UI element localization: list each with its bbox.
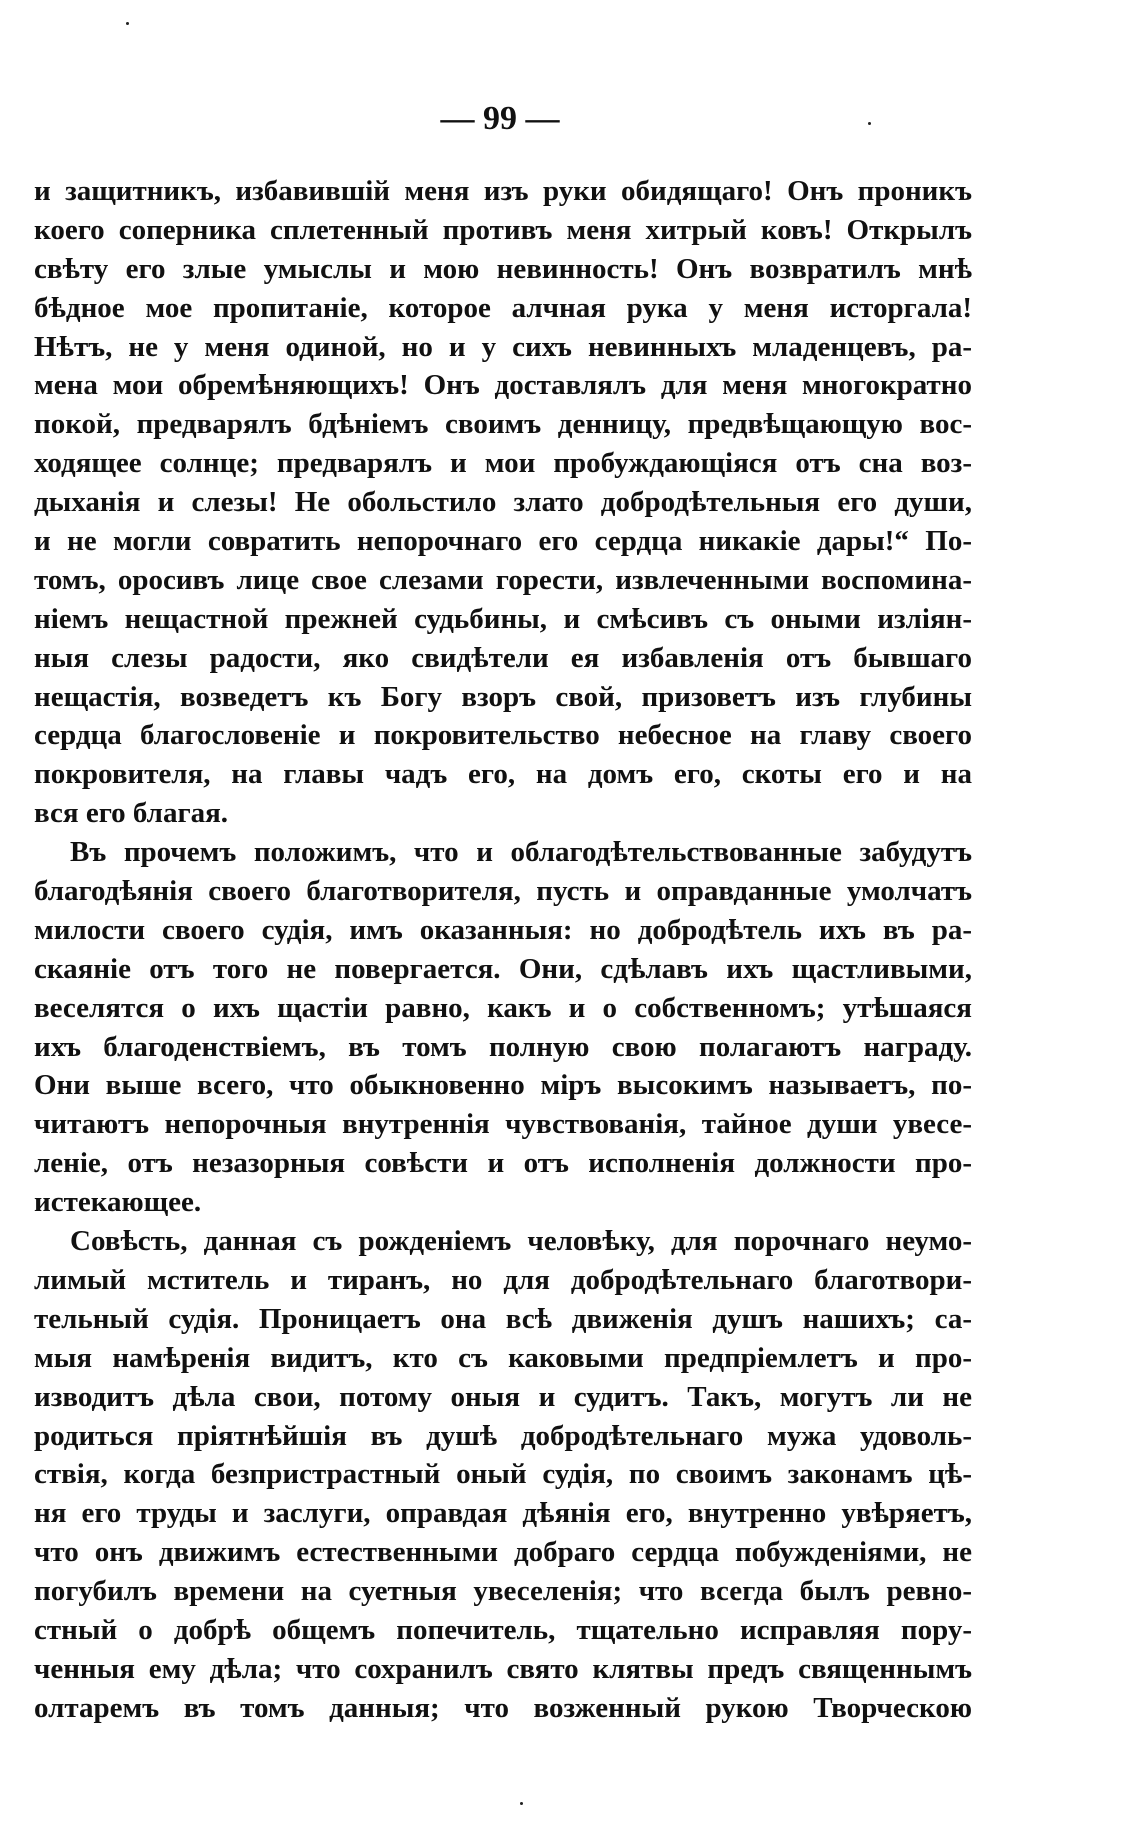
text-line: ихъ благоденствіемъ, въ томъ полную свою полагаютъ награду. [34,1030,972,1063]
text-line: читаютъ непорочныя внутреннія чувствованія, тайное души увесе- [34,1108,972,1141]
text-line: томъ, оросивъ лице свое слезами горести, извлеченными воспомина- [34,563,972,596]
text-line: Совѣсть, данная съ рожденіемъ человѣку, для порочнаго неумо- [70,1225,972,1258]
text-line: Они выше всего, что обыкновенно міръ высокимъ называетъ, по- [34,1069,972,1102]
text-line: ня его труды и заслуги, оправдая дѣянія его, внутренно увѣряетъ, [34,1497,972,1530]
text-line: скаяніе отъ того не повергается. Они, сдѣлавъ ихъ щастливыми, [34,952,972,985]
text-line: веселятся о ихъ щастіи равно, какъ и о собственномъ; утѣшаяся [34,991,972,1024]
text-line: родиться пріятнѣйшія въ душѣ добродѣтельнаго мужа удоволь- [34,1419,972,1452]
text-line: ходящее солнце; предварялъ и мои пробуждающіяся отъ сна воз- [34,447,972,480]
text-line: Нѣтъ, не у меня одиной, но и у сихъ невинныхъ младенцевъ, ра- [34,330,972,363]
text-line: истекающее. [34,1186,202,1219]
text-line: сердца благословеніе и покровительство небесное на главу своего [34,719,972,752]
paragraph [34,172,972,833]
text-line: покой, предварялъ бдѣніемъ своимъ денницу, предвѣщающую вос- [34,408,972,441]
paper-speck [126,22,129,25]
text-line: тельный судія. Проницаетъ она всѣ движенія душъ нашихъ; са- [34,1302,972,1335]
text-line: Въ прочемъ положимъ, что и облагодѣтельствованные забудутъ [70,836,972,869]
text-line: олтаремъ въ томъ данныя; что возженный рукою Творческою [34,1691,972,1724]
text-line: погубилъ времени на суетныя увеселенія; что всегда былъ ревно- [34,1575,972,1608]
text-line: свѣту его злые умыслы и мою невинность! Онъ возвратилъ мнѣ [34,252,972,285]
text-line: ченныя ему дѣла; что сохранилъ свято клятвы предъ священнымъ [34,1652,972,1685]
text-line: стный о добрѣ общемъ попечитель, тщательно исправляя пору- [34,1613,972,1646]
paper-speck [868,122,871,125]
paper-speck [520,1802,523,1805]
text-line: ныя слезы радости, яко свидѣтели ея избавленія отъ бывшаго [34,641,972,674]
text-line: бѣдное мое пропитаніе, которое алчная рука у меня исторгала! [34,291,972,324]
text-line: вся его благая. [34,797,229,830]
text-line: коего соперника сплетенный противъ меня хитрый ковъ! Открылъ [34,213,972,246]
text-line: нещастія, возведетъ къ Богу взоръ свой, призоветъ изъ глубины [34,680,972,713]
text-line: мыя намѣренія видитъ, кто съ каковыми предпріемлетъ и про- [34,1341,972,1374]
text-line: ствія, когда безпристрастный оный судія, по своимъ законамъ цѣ- [34,1458,972,1491]
text-line: ніемъ нещастной прежней судьбины, и смѣсивъ съ оными изліян- [34,602,972,635]
text-line: мена мои обремѣняющихъ! Онъ доставлялъ для меня многократно [34,369,972,402]
text-line: леніе, отъ незазорныя совѣсти и отъ исполненія должности про- [34,1147,972,1180]
text-line: изводитъ дѣла свои, потому оныя и судитъ. Такъ, могутъ ли не [34,1380,972,1413]
text-line: и не могли совратить непорочнаго его сердца никакіе дары!“ По- [34,525,972,558]
text-line: милости своего судія, имъ оказанныя: но добродѣтель ихъ въ ра- [34,913,972,946]
paragraph [34,1222,972,1728]
text-line: что онъ движимъ естественными добраго сердца побужденіями, не [34,1536,972,1569]
text-line: покровителя, на главы чадъ его, на домъ его, скоты его и на [34,758,972,791]
text-line: дыханія и слезы! Не обольстило злато добродѣтельныя его души, [34,486,972,519]
body-text [34,172,972,1728]
text-line: лимый мститель и тиранъ, но для добродѣтельнаго благотвори- [34,1263,972,1296]
text-line: и защитникъ, избавившій меня изъ руки обидящаго! Онъ проникъ [34,175,972,207]
text-line: благодѣянія своего благотворителя, пусть и оправданные умолчатъ [34,875,972,908]
page-number: — 99 — [440,100,560,137]
paragraph [34,833,972,1222]
